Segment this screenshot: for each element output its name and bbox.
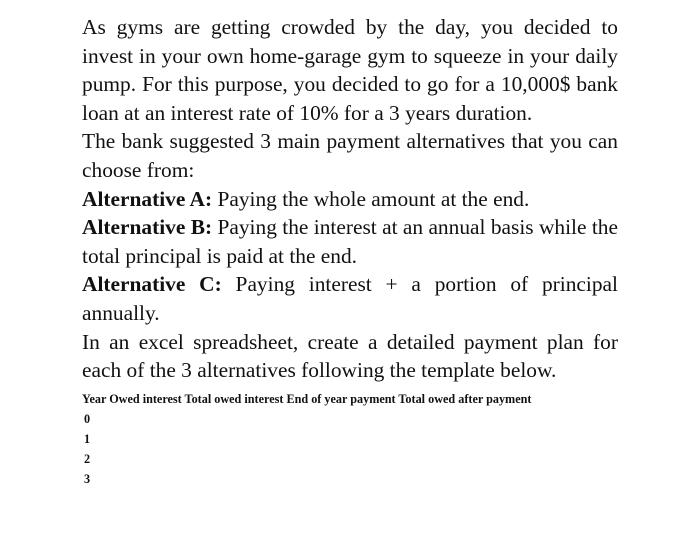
alternative-c-text: Paying interest + a portion of principal annually. xyxy=(82,272,618,325)
task-paragraph: In an excel spreadsheet, create a detailed payment plan for each of the 3 alternatives following the template below. xyxy=(82,329,618,383)
bank-paragraph: The bank suggested 3 main payment alternatives that you can choose from: xyxy=(82,129,618,182)
alternative-c xyxy=(82,270,618,327)
alternative-a xyxy=(82,185,618,214)
document-body xyxy=(82,13,618,491)
template-year-column xyxy=(82,411,618,491)
year-row-3: 3 xyxy=(84,471,91,486)
alternative-a-text: Paying the whole amount at the end. xyxy=(212,186,530,211)
alternative-b xyxy=(82,213,618,270)
alternative-a-label: Alternative A: xyxy=(82,186,213,211)
alternative-b-label: Alternative B: xyxy=(82,215,213,240)
intro-paragraph: As gyms are getting crowded by the day, you decided to invest in your own home-garage gym to squeeze in your daily pump. For this purpose, you decided to go for a 10,000$ bank loan at an interest rate of 10% for a 3 years duration. xyxy=(82,15,618,125)
alternative-b-text: Paying the interest at an annual basis while the total principal is paid at the end. xyxy=(82,215,618,268)
year-row-1: 1 xyxy=(84,431,91,446)
template-table-header: Year Owed interest Total owed interest End of year payment Total owed after payment xyxy=(82,391,532,406)
year-row-0: 0 xyxy=(84,411,91,426)
alternative-c-label: Alternative C: xyxy=(82,272,222,297)
year-row-2: 2 xyxy=(84,451,91,466)
